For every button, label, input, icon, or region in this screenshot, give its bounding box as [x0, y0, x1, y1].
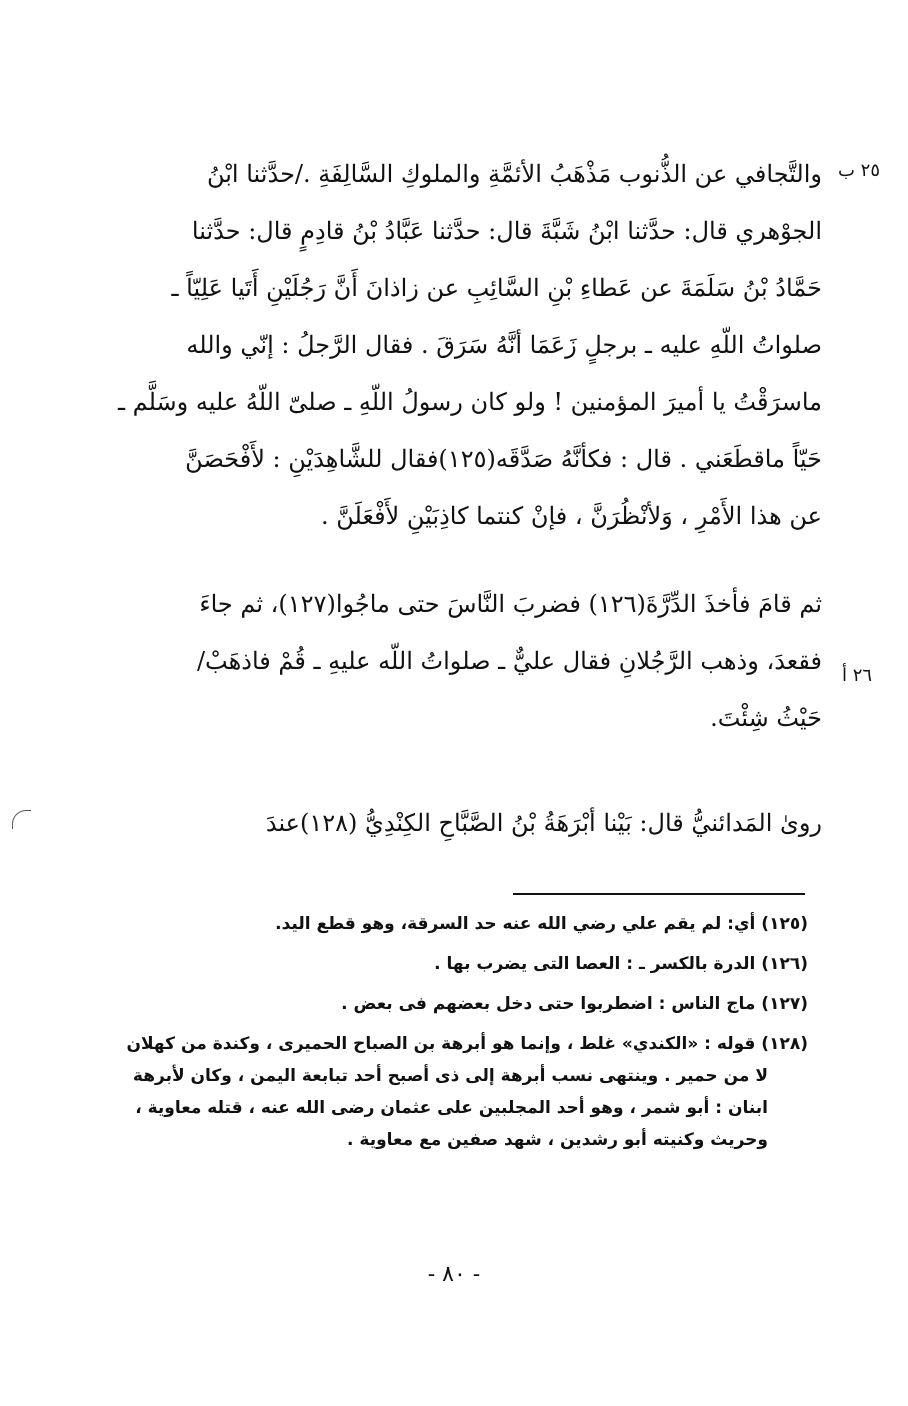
text-line: ثم قامَ فأخذَ الدِّرَّةَ(١٢٦) فضربَ النَّاسَ حتى ماجُوا(١٢٧)، ثم جاءَ — [199, 590, 822, 618]
footnote-128 — [96, 1028, 808, 1156]
text-line: ماسرَقْتُ يا أميرَ المؤمنين ! ولو كان رسولُ اللّهِ ـ صلىّ اللّهُ عليه وسَلَّم ـ — [117, 388, 822, 416]
footnote-128-line: ابنان : أبو شمر ، وهو أحد المجلبين على عثمان رضى الله عنه ، قتله معاوية ، — [135, 1098, 768, 1118]
text-line: روىٰ المَدائنيُّ قال: بَيْنا أبْرَهَةُ بْنُ الصَّبَّاحِ الكِنْدِيُّ (١٢٨)عندَ — [265, 809, 822, 837]
footnote-126: (١٢٦) الدرة بالكسر ـ : العصا التى يضرب بها . — [434, 954, 808, 974]
text-line: حَيْثُ شِئْتَ. — [710, 704, 822, 732]
footnote-125: (١٢٥) أي: لم يقم علي رضي الله عنه حد السرقة، وهو قطع اليد. — [275, 914, 808, 934]
scan-corner-mark — [12, 810, 31, 829]
margin-folio-25b: ٢٥ ب — [838, 160, 881, 181]
footnote-127: (١٢٧) ماج الناس : اضطربوا حتى دخل بعضهم فى بعض . — [341, 994, 808, 1014]
text-line: الجوْهري قال: حدَّثنا ابْنُ شَبَّةَ قال: حدَّثنا عَبَّادُ بْنُ قادِمٍ قال: حدَّثنا — [191, 217, 822, 245]
text-line: حَيّاً ماقطَعَني . قال : فكأنَّهُ صَدَّقَه(١٢٥)فقال للشَّاهِدَيْنِ : لأَفْحَصَنَّ — [185, 445, 822, 473]
footnote-separator — [513, 893, 805, 895]
margin-folio-26a: ٢٦ أ — [842, 665, 873, 686]
paragraph-hadith — [92, 146, 822, 545]
text-line: صلواتُ اللّهِ عليه ـ برجلٍ زَعَمَا أنَّهُ سَرَقَ . فقال الرَّجلُ : إنّي والله — [186, 331, 822, 359]
paragraph-madaini — [92, 795, 822, 852]
footnote-128-line: (١٢٨) قوله : «الكندي» غلط ، وإنما هو أبرهة بن الصباح الحميرى ، وكندة من كهلان — [126, 1034, 808, 1054]
footnote-128-line: وحريث وكنيته أبو رشدين ، شهد صفين مع معاوية . — [347, 1130, 768, 1150]
page-number: - ٨٠ - — [427, 1262, 481, 1287]
paragraph-continuation — [92, 576, 822, 747]
text-line: حَمَّادُ بْنُ سَلَمَةَ عن عَطاءِ بْنِ السَّائِبِ عن زاذانَ أَنَّ رَجُلَيْنِ أَتَيا عَلِيّاً ـ — [171, 274, 822, 302]
text-line: والتَّجافي عن الذُّنوب مَذْهَبُ الأئمَّةِ والملوكِ السَّالِفَةِ ./حدَّثنا ابْنُ — [206, 160, 822, 188]
footnotes — [96, 908, 808, 1164]
text-line: عن هذا الأَمْرِ ، وَلأنْظُرَنَّ ، فإنْ كنتما كاذِبَيْنِ لأَفْعَلَنَّ . — [321, 502, 822, 530]
footnote-128-line: لا من حمير . وينتهى نسب أبرهة إلى ذى أصبح أحد تبابعة اليمن ، وكان لأبرهة — [132, 1066, 768, 1086]
text-line: فقعدَ، وذهب الرَّجُلانِ فقال عليٌّ ـ صلواتُ اللّه عليهِ ـ قُمْ فاذهَبْ/ — [196, 647, 822, 675]
